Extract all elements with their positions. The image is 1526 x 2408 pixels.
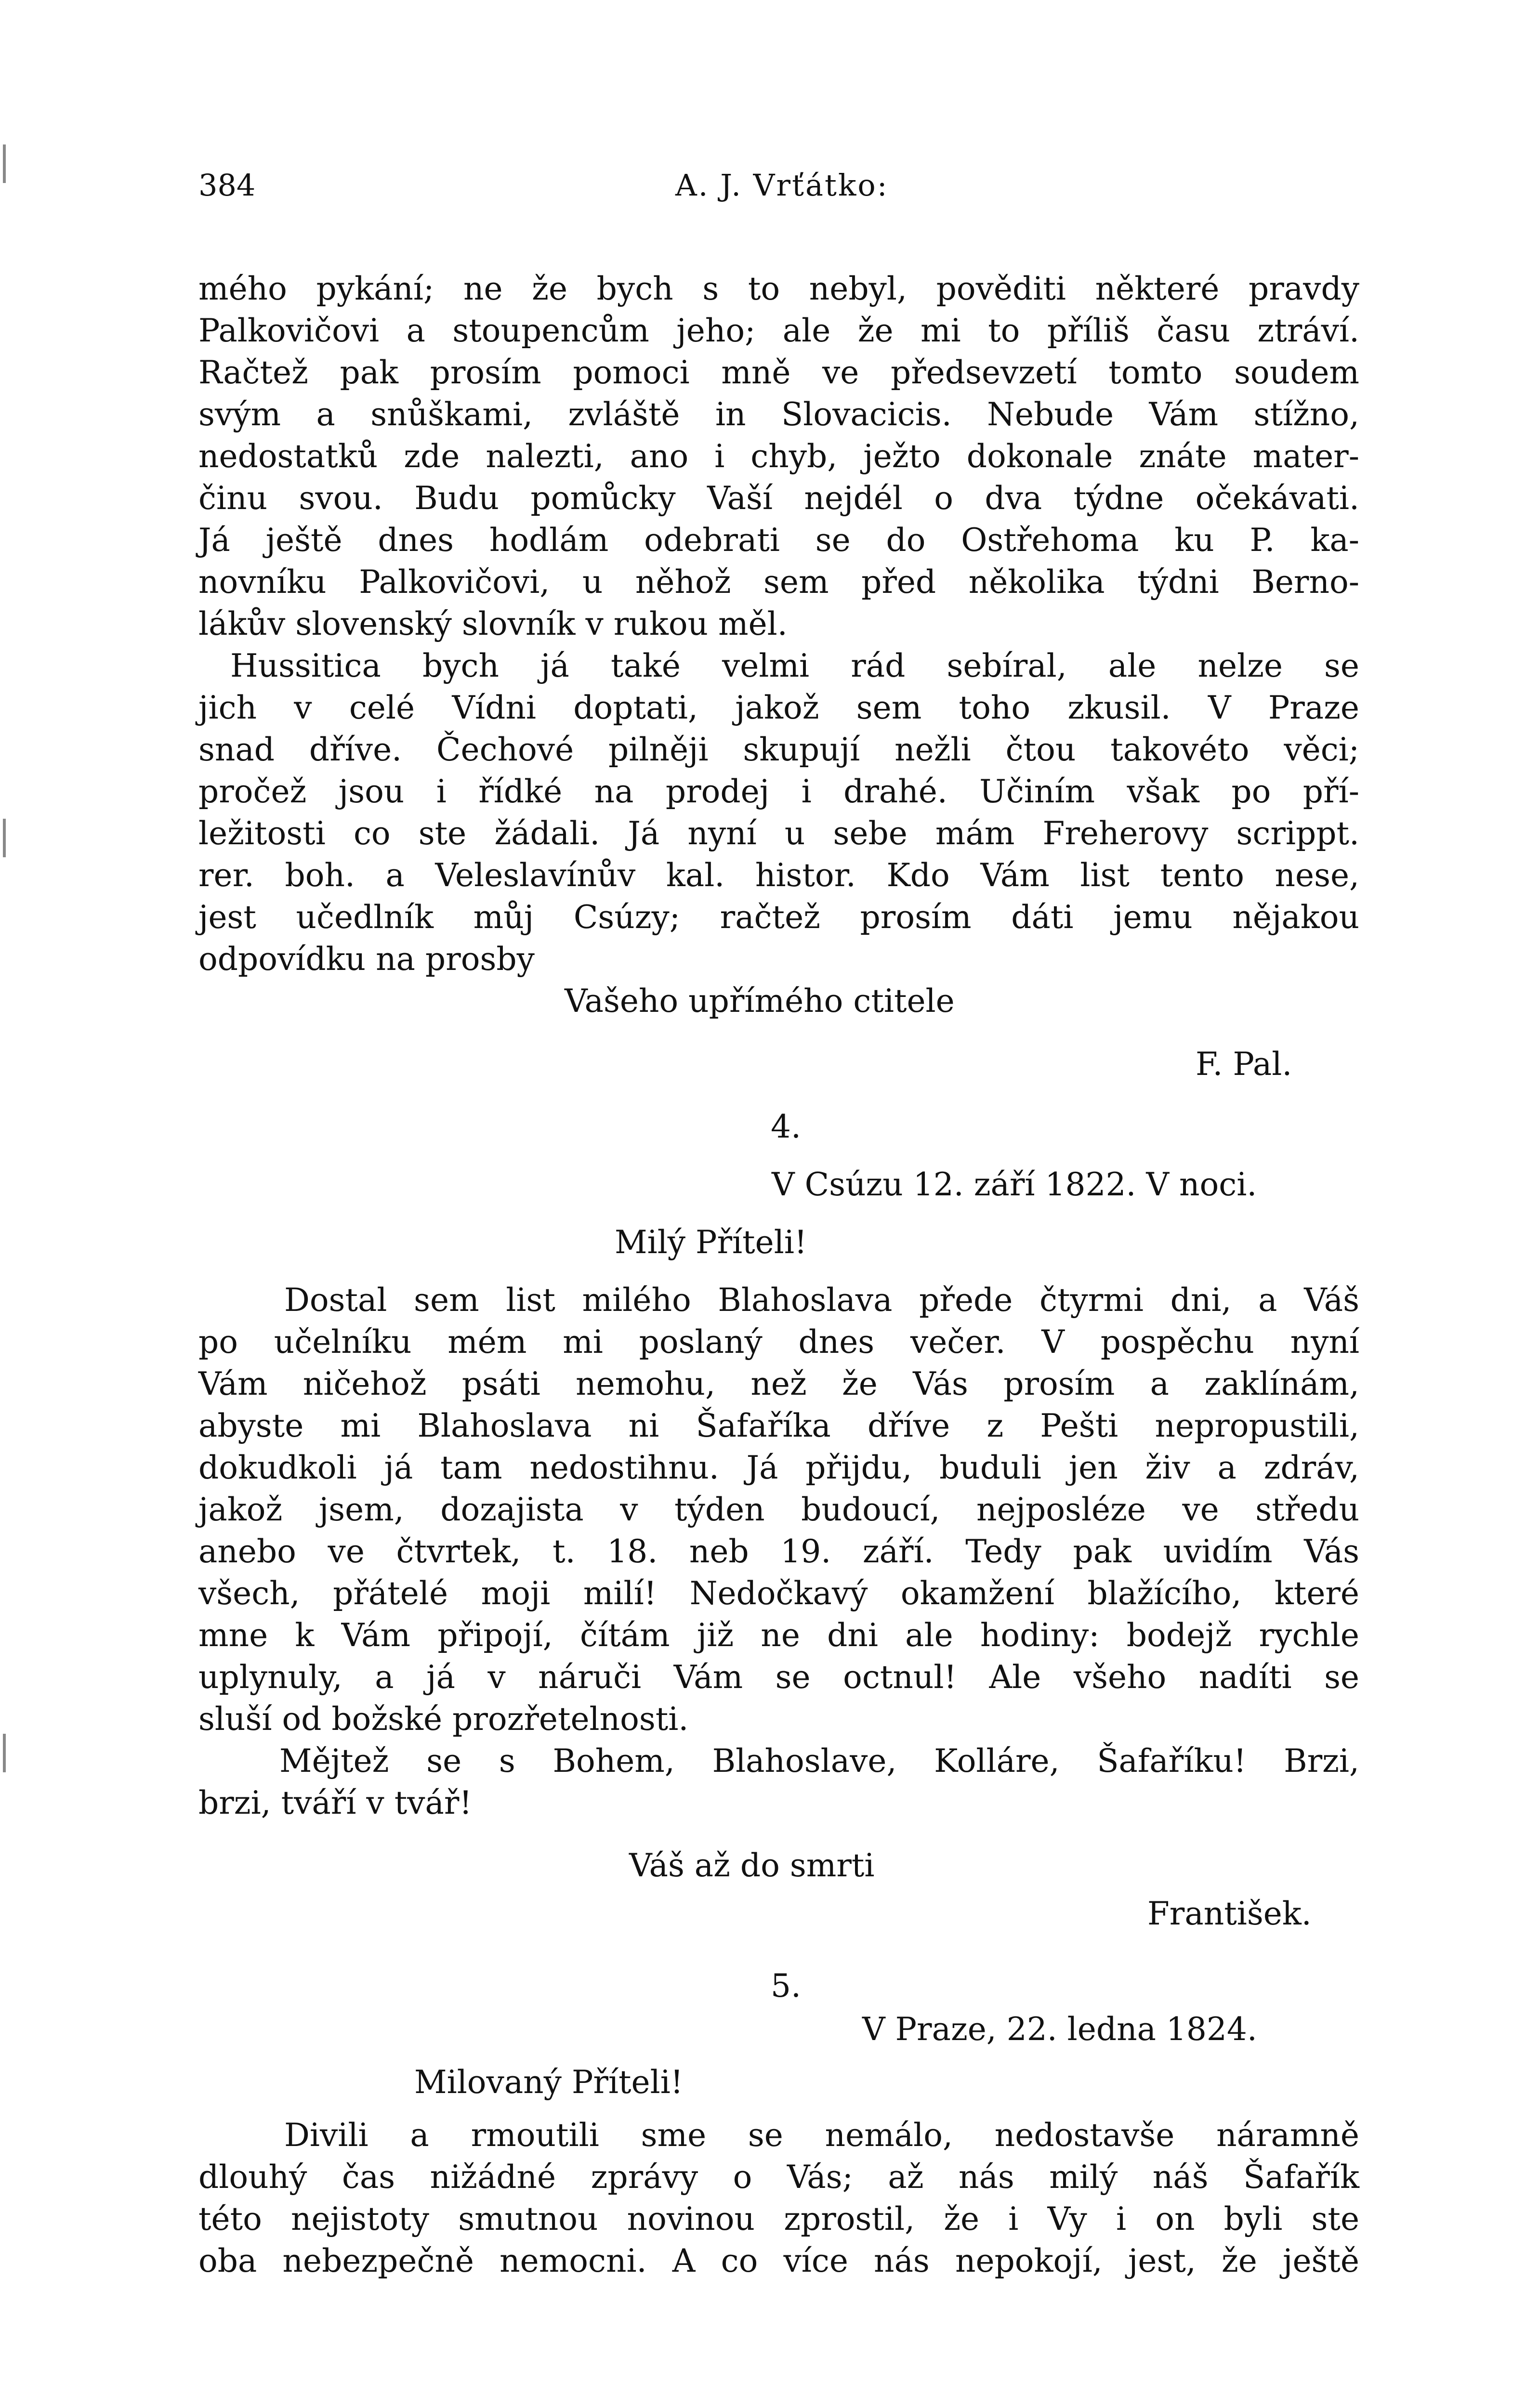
text-line: Račtež pak prosím pomoci mně ve předsevzetí tomto soudem	[198, 354, 1359, 391]
text-line: ležitosti co ste žádali. Já nyní u sebe mám Freherovy scrippt.	[198, 815, 1359, 852]
text-line: Dostal sem list milého Blahoslava přede čtyrmi dni, a Váš	[284, 1282, 1359, 1319]
text-line: abyste mi Blahoslava ni Šafaříka dříve z Pešti nepropustili,	[198, 1407, 1359, 1444]
text-line: Vám ničehož psáti nemohu, než že Vás prosím a zaklínám,	[198, 1365, 1359, 1402]
text-line: jakož jsem, dozajista v týden budoucí, nejposléze ve středu	[198, 1491, 1359, 1528]
text-line: Divili a rmoutili sme se nemálo, nedostavše náramně	[284, 2117, 1359, 2154]
text-line: lákův slovenský slovník v rukou měl.	[198, 605, 788, 642]
valediction: Vašeho upřímého ctitele	[565, 982, 955, 1020]
text-line: Mějtež se s Bohem, Blahoslave, Kolláre, Šafaříku! Brzi,	[279, 1742, 1359, 1780]
text-line: mne k Vám připojí, čítám již ne dni ale hodiny: bodejž rychle	[198, 1617, 1359, 1654]
signature: F. Pal.	[1196, 1046, 1292, 1083]
valediction: Váš až do smrti	[629, 1847, 875, 1884]
text-line: všech, přátelé moji milí! Nedočkavý okamžení blažícího, které	[198, 1575, 1359, 1612]
text-line: uplynuly, a já v náruči Vám se octnul! Ale všeho nadíti se	[198, 1659, 1359, 1696]
scan-edge-mark	[3, 1734, 6, 1772]
text-line: Hussitica bych já také velmi rád sebíral, ale nelze se	[230, 647, 1359, 684]
text-line: Palkovičovi a stoupencům jeho; ale že mi to příliš času ztráví.	[198, 312, 1359, 349]
text-line: mého pykání; ne že bych s to nebyl, pověditi některé pravdy	[198, 270, 1359, 307]
text-line: pročež jsou i řídké na prodej i drahé. Učiním však po pří-	[198, 773, 1359, 810]
scan-edge-mark	[3, 819, 6, 857]
signature: František.	[1147, 1895, 1312, 1932]
text-line: snad dříve. Čechové pilněji skupují nežli čtou takovéto věci;	[198, 731, 1359, 768]
text-line: Já ještě dnes hodlám odebrati se do Ostřehoma ku P. ka-	[198, 522, 1359, 559]
text-line: brzi, tváří v tvář!	[198, 1784, 472, 1821]
text-line: sluší od božské prozřetelnosti.	[198, 1701, 689, 1738]
text-line: rer. boh. a Veleslavínův kal. histor. Kdo Vám list tento nese,	[198, 857, 1359, 894]
page-number: 384	[198, 168, 256, 203]
scan-edge-mark	[3, 144, 6, 183]
letter-salutation: Milý Příteli!	[615, 1224, 807, 1261]
text-line: svým a snůškami, zvláště in Slovacicis. Nebude Vám stížno,	[198, 396, 1359, 433]
text-line: novníku Palkovičovi, u něhož sem před několika týdni Berno-	[198, 563, 1359, 601]
running-head: A. J. Vrťátko:	[675, 168, 889, 203]
text-line: činu svou. Budu pomůcky Vaší nejdél o dva týdne očekávati.	[198, 480, 1359, 517]
text-line: dokudkoli já tam nedostihnu. Já přijdu, buduli jen živ a zdráv,	[198, 1449, 1359, 1486]
text-line: jich v celé Vídni doptati, jakož sem toho zkusil. V Praze	[198, 689, 1359, 726]
letter-salutation: Milovaný Příteli!	[414, 2064, 684, 2101]
letter-dateline: V Csúzu 12. září 1822. V noci.	[772, 1166, 1257, 1203]
text-line: nedostatků zde nalezti, ano i chyb, ježto dokonale znáte mater-	[198, 438, 1359, 475]
letter-number: 4.	[771, 1108, 801, 1145]
text-line: dlouhý čas nižádné zprávy o Vás; až nás milý náš Šafařík	[198, 2159, 1359, 2196]
text-line: odpovídku na prosby	[198, 941, 535, 978]
text-line: oba nebezpečně nemocni. A co více nás nepokojí, jest, že ještě	[198, 2242, 1359, 2279]
text-line: jest učedlník můj Csúzy; račtež prosím dáti jemu nějakou	[198, 899, 1359, 936]
letter-number: 5.	[771, 1967, 801, 2004]
letter-dateline: V Praze, 22. ledna 1824.	[862, 2011, 1257, 2048]
text-line: této nejistoty smutnou novinou zprostil, že i Vy i on byli ste	[198, 2200, 1359, 2238]
text-line: po učelníku mém mi poslaný dnes večer. V pospěchu nyní	[198, 1323, 1359, 1361]
text-line: anebo ve čtvrtek, t. 18. neb 19. září. Tedy pak uvidím Vás	[198, 1533, 1359, 1570]
